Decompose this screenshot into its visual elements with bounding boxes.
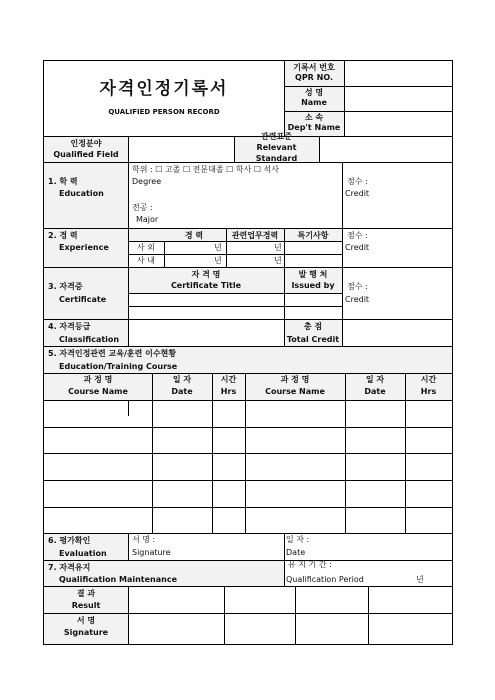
exp-row-inside-label: 사 내 xyxy=(137,256,155,265)
evaluation-label-en: Evaluation xyxy=(59,549,107,558)
major-label-en: Major xyxy=(136,215,159,224)
date-col-ko-2: 일 자 xyxy=(365,375,385,384)
certificate-label-shade xyxy=(44,268,128,319)
related-col-header: 관련업무경력 xyxy=(231,231,279,240)
result-cell[interactable] xyxy=(225,587,294,613)
experience-score-ko: 점수 : xyxy=(347,231,368,240)
certificate-score-ko: 점수 : xyxy=(347,282,368,291)
training-row[interactable] xyxy=(44,401,452,427)
evaluation-signature-en: Signature xyxy=(132,548,171,557)
certificate-label-en: Certificate xyxy=(59,295,107,304)
course-col-en-2: Course Name xyxy=(265,387,325,396)
course-col-ko-1: 과 정 명 xyxy=(83,375,113,384)
dept-label-en: Dep't Name xyxy=(287,123,341,132)
exp-row-outside-year1: 년 xyxy=(214,243,222,252)
hrs-col-en-2: Hrs xyxy=(420,387,437,396)
qpr-no-label-en: QPR NO. xyxy=(295,73,333,82)
classification-label-ko: 4. 자격등급 xyxy=(48,322,91,331)
exp-row-inside-year1: 년 xyxy=(214,256,222,265)
experience-label-ko: 2. 경 력 xyxy=(48,231,78,240)
degree-label-en: Degree xyxy=(132,177,162,186)
education-label-en: Education xyxy=(59,189,104,198)
exp-row-outside-label: 사 외 xyxy=(137,243,155,252)
training-row[interactable] xyxy=(44,428,452,453)
name-label-en: Name xyxy=(301,98,327,107)
qpr-no-label-ko: 기록서 번호 xyxy=(293,63,335,72)
name-label-ko: 성 명 xyxy=(304,88,324,97)
training-row[interactable] xyxy=(44,508,452,533)
standard-label-en1: Relevant xyxy=(256,143,297,152)
dept-label-ko: 소 속 xyxy=(304,113,324,122)
standard-input[interactable] xyxy=(320,137,451,161)
career-col-header: 경 력 xyxy=(184,231,204,240)
form-title: 자격인정기록서 xyxy=(99,79,229,99)
standard-label-ko: 관련표준 xyxy=(261,132,292,141)
total-credit-label-ko: 총 점 xyxy=(303,322,323,331)
qualified-field-input[interactable] xyxy=(129,137,233,161)
qualified-person-record-form xyxy=(43,60,453,645)
result-cell[interactable] xyxy=(296,587,367,613)
maintenance-period-ko: 유 지 기 간 : xyxy=(288,560,332,569)
cert-issuer-header-en: Issued by xyxy=(291,281,335,290)
education-score-ko: 점수 : xyxy=(347,177,368,186)
evaluation-date-en: Date xyxy=(286,548,306,557)
dept-field[interactable] xyxy=(345,112,451,135)
total-credit-input[interactable] xyxy=(343,320,451,345)
training-label-ko: 5. 자격인정관련 교육/훈련 이수현황 xyxy=(48,349,177,358)
signature-cell[interactable] xyxy=(369,614,451,643)
maintenance-label-ko: 7. 자격유지 xyxy=(48,563,91,572)
education-score-en: Credit xyxy=(345,189,370,198)
result-cell[interactable] xyxy=(369,587,451,613)
course-col-en-1: Course Name xyxy=(68,387,128,396)
evaluation-signature-ko: 서 명 : xyxy=(132,535,156,544)
name-field[interactable] xyxy=(345,87,451,110)
maintenance-label-en: Qualification Maintenance xyxy=(59,575,177,584)
signature-cell[interactable] xyxy=(225,614,294,643)
qualified-field-label-en: Qualified Field xyxy=(53,150,119,159)
special-col-header: 특기사항 xyxy=(297,231,329,240)
evaluation-label-ko: 6. 평가확인 xyxy=(48,536,91,545)
standard-label-en2: Standard xyxy=(255,154,298,162)
date-col-en-1: Date xyxy=(171,387,193,396)
maintenance-period-en: Qualification Period xyxy=(286,575,364,584)
cert-title-header-en: Certificate Title xyxy=(170,281,242,290)
training-row[interactable] xyxy=(44,481,452,507)
experience-label-en: Experience xyxy=(59,243,109,252)
maintenance-period-year: 년 xyxy=(416,575,424,584)
signature-cell[interactable] xyxy=(296,614,367,643)
training-label-en: Education/Training Course xyxy=(59,362,178,371)
hrs-col-ko-1: 시간 xyxy=(220,375,237,384)
form-subtitle: QUALIFIED PERSON RECORD xyxy=(108,108,220,116)
signature-cell[interactable] xyxy=(129,614,223,643)
total-credit-label-en: Total Credit xyxy=(286,335,340,344)
major-label-ko: 전공 : xyxy=(132,203,153,212)
certificate-label-ko: 3. 자격증 xyxy=(48,282,83,291)
evaluation-date-ko: 일 자 : xyxy=(286,535,310,544)
exp-row-outside-year2: 년 xyxy=(274,243,282,252)
result-cell[interactable] xyxy=(129,587,223,613)
course-col-ko-2: 과 정 명 xyxy=(280,375,310,384)
signature-label-ko: 서 명 xyxy=(76,616,96,625)
education-label-ko: 1. 학 력 xyxy=(48,177,78,186)
experience-score-en: Credit xyxy=(345,243,370,252)
result-label-ko: 결 과 xyxy=(76,589,96,598)
classification-label-en: Classification xyxy=(59,335,120,344)
qualified-field-label-ko: 인정분야 xyxy=(70,139,102,148)
cert-title-header-ko: 자 격 명 xyxy=(191,270,221,279)
exp-row-inside-year2: 년 xyxy=(274,256,282,265)
degree-options[interactable]: 학위 : ☐ 고졸 ☐ 전문대졸 ☐ 학사 ☐ 석사 xyxy=(132,165,280,174)
qpr-no-field[interactable] xyxy=(345,62,451,85)
hrs-col-ko-2: 시간 xyxy=(420,375,437,384)
certificate-score-en: Credit xyxy=(345,295,370,304)
training-row[interactable] xyxy=(44,454,452,480)
signature-label-en: Signature xyxy=(63,628,109,637)
result-label-en: Result xyxy=(71,601,101,610)
cert-issuer-header-ko: 발 행 처 xyxy=(298,270,328,279)
date-col-ko-1: 일 자 xyxy=(172,375,192,384)
classification-input[interactable] xyxy=(129,320,283,345)
hrs-col-en-1: Hrs xyxy=(220,387,237,396)
date-col-en-2: Date xyxy=(364,387,386,396)
